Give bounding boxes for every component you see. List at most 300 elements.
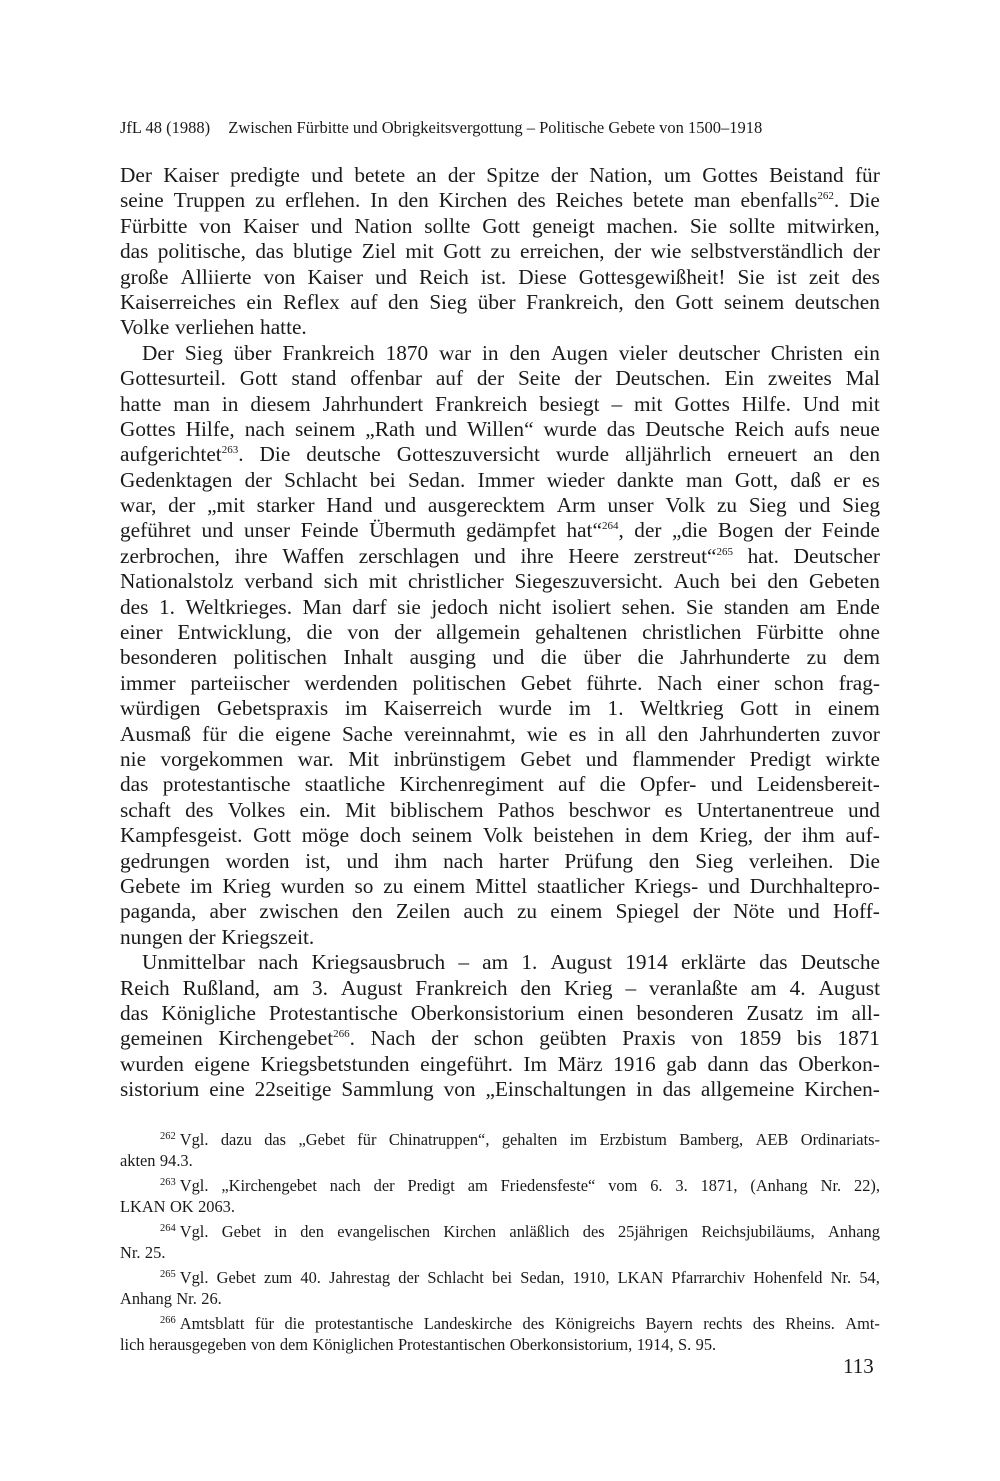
word: darf (352, 594, 387, 619)
word: – (611, 391, 623, 416)
word: zuvor (831, 721, 880, 746)
word: von (263, 264, 296, 289)
word: zum (263, 1268, 293, 1287)
word: Jahrhundert (322, 391, 424, 416)
word: „Rath (365, 416, 415, 441)
word: Prüfung (564, 848, 634, 873)
word: auch (463, 899, 504, 924)
word: Hilfe. (741, 391, 791, 416)
word: „Einschaltungen (485, 1077, 627, 1102)
word: Volke (120, 315, 170, 340)
word: im (816, 1000, 839, 1025)
text-line (120, 1313, 880, 1334)
word: Reich (120, 975, 170, 1000)
word: mitwirken, (786, 213, 880, 238)
word: am (482, 950, 509, 975)
word: und (708, 873, 740, 898)
word: in (221, 391, 239, 416)
word: Königliche (161, 1000, 256, 1025)
word: zerbrochen, (120, 543, 220, 568)
word: 54, (859, 1268, 880, 1287)
text-line (120, 1001, 880, 1026)
word: LKAN (617, 1268, 664, 1287)
word: am (799, 594, 826, 619)
word: Fürbitte (756, 620, 824, 645)
word: Deutsche (645, 416, 725, 441)
word: man (693, 188, 731, 213)
article-title: Zwischen Fürbitte und Obrigkeitsvergottung – Politische Gebete von 1500–1918 (228, 118, 763, 137)
word: Sieg (184, 340, 223, 365)
word: und (847, 797, 880, 822)
word: hat“$^{264}$, (566, 518, 624, 543)
word: christlicher (407, 569, 504, 594)
word: „die (672, 518, 708, 543)
text-line (120, 747, 880, 772)
word: ihm (801, 823, 835, 848)
word: Gott (239, 366, 278, 391)
word: $^{263}$ Vgl. (160, 1176, 209, 1195)
word: „Kirchengebet (221, 1176, 317, 1195)
word: der (613, 239, 642, 264)
word: Deutsche (800, 950, 880, 975)
word: Bayern (645, 1314, 693, 1333)
word: des (752, 1314, 775, 1333)
word: Frankreich, (526, 289, 624, 314)
word: $^{264}$ Vgl. (160, 1222, 209, 1241)
word: all- (851, 1000, 880, 1025)
word: auf (350, 289, 378, 314)
word: auf- (845, 823, 880, 848)
word: und (798, 493, 831, 518)
word: schaft (120, 797, 171, 822)
word: 1859 (738, 1026, 782, 1051)
word: Nach (370, 1026, 416, 1051)
word: das (606, 416, 636, 441)
word: den (351, 899, 383, 924)
word: Die (849, 848, 880, 873)
word: in (274, 1222, 287, 1241)
word: ebenfalls$^{262}$. (740, 188, 840, 213)
word: allgemeine (700, 1077, 795, 1102)
word: Sache (341, 721, 393, 746)
word: frag- (838, 670, 880, 695)
word: deutscher (678, 340, 760, 365)
word: Diese (518, 264, 567, 289)
word: 1. (607, 696, 624, 721)
word: nach (329, 1176, 361, 1195)
word: verliehen (175, 315, 255, 340)
word: seinem (723, 289, 785, 314)
word: politischen (233, 645, 327, 670)
text-line (120, 493, 880, 518)
word: an (813, 442, 834, 467)
paragraph (120, 341, 880, 950)
word: protestantische (314, 1314, 414, 1333)
body-text (120, 163, 880, 1102)
word: Gott (675, 289, 714, 314)
word: im (568, 696, 591, 721)
word: diesem (250, 391, 311, 416)
word: ist. (480, 264, 507, 289)
word: das (120, 772, 149, 797)
word: den (397, 188, 429, 213)
word: mit (368, 569, 398, 594)
word: seinem (411, 823, 473, 848)
word: zeit (808, 264, 840, 289)
word: Krieg (564, 975, 613, 1000)
word: 4. (789, 975, 806, 1000)
text-line (120, 1196, 880, 1217)
word: Auch (673, 569, 720, 594)
word: den (849, 442, 880, 467)
word: Durchhaltepro- (749, 873, 880, 898)
text-line (120, 722, 880, 747)
word: wurden (120, 1051, 184, 1076)
word: bei (492, 1268, 513, 1287)
word: der (476, 366, 505, 391)
word: sollte (728, 213, 776, 238)
word: die (306, 620, 333, 645)
text-line (120, 849, 880, 874)
word: beschwor (568, 797, 651, 822)
word: zu (716, 493, 738, 518)
word: Nach (657, 670, 703, 695)
word: eigene (275, 721, 331, 746)
word: Mit (348, 746, 379, 771)
word: Die (259, 442, 291, 467)
word: Spitze (486, 163, 540, 187)
text-line (120, 417, 880, 442)
word: Reflex (282, 289, 340, 314)
word: Kaiser (243, 213, 299, 238)
word: wirkte (825, 746, 880, 771)
word: predigte (230, 163, 300, 187)
word: Krieg (222, 873, 271, 898)
footnote (120, 1175, 880, 1217)
word: am (467, 1176, 488, 1195)
text-line (120, 1288, 880, 1309)
word: wurde (555, 442, 610, 467)
word: man (173, 391, 210, 416)
word: $^{266}$ Amtsblatt (160, 1314, 245, 1333)
word: Bamberg, (679, 1130, 744, 1149)
word: der (244, 467, 272, 492)
word: Königreichs (554, 1314, 635, 1333)
word: die (238, 721, 265, 746)
text-line (120, 645, 880, 670)
word: in (636, 1077, 653, 1102)
word: Volk (665, 493, 706, 518)
footnote-ref: 266 (333, 1028, 350, 1041)
word: besonderen (120, 645, 217, 670)
word: das (255, 239, 284, 264)
text-line (120, 315, 880, 340)
text-line (120, 925, 880, 950)
word: im (569, 1130, 588, 1149)
word: harter (499, 848, 549, 873)
word: in (481, 340, 499, 365)
word: Ein (724, 366, 755, 391)
word: in (624, 823, 642, 848)
word: Ende (836, 594, 880, 619)
word: starker (256, 493, 315, 518)
word: 94.3. (159, 1151, 193, 1170)
word: wurde (498, 696, 552, 721)
word: Gott (740, 696, 779, 721)
word: Gebet (221, 1222, 261, 1241)
word: Sedan, (520, 1268, 565, 1287)
word: Reich (734, 416, 785, 441)
word: Inhalt (343, 645, 394, 670)
word: Sammlung (341, 1077, 434, 1102)
text-line (120, 569, 880, 594)
footnote-number: 266 (160, 1315, 176, 1326)
word: von (250, 1335, 276, 1354)
word: 1871 (837, 1026, 880, 1051)
word: Kaiser (307, 264, 364, 289)
text-line (120, 214, 880, 239)
word: Bogen (718, 518, 774, 543)
word: allgemein (436, 620, 521, 645)
word: schon (473, 1026, 524, 1051)
word: der (763, 823, 791, 848)
word: Opfer- (639, 772, 697, 797)
text-line (120, 1267, 880, 1288)
word: Zeilen (395, 899, 451, 924)
word: nach (244, 416, 285, 441)
word: jedoch (431, 594, 489, 619)
footnote-ref: 262 (817, 190, 834, 203)
word: für (254, 1314, 274, 1333)
word: Ziel (361, 239, 396, 264)
word: akten (120, 1151, 156, 1170)
word: Sie (737, 264, 765, 289)
word: Frankreich (415, 975, 508, 1000)
word: zweites (767, 366, 832, 391)
word: 1916 (613, 1051, 656, 1076)
word: erflehen. (285, 188, 361, 213)
word: die (637, 645, 664, 670)
word: Protestantischen (397, 1335, 506, 1354)
word: es (664, 797, 683, 822)
word: über (583, 645, 622, 670)
word: Entwicklung, (177, 620, 292, 645)
text-line (120, 899, 880, 924)
word: Kaiser (163, 163, 219, 187)
word: – (458, 950, 469, 975)
word: Gebete (120, 873, 181, 898)
word: inbrünstigem (393, 746, 506, 771)
word: daß (790, 467, 822, 492)
word: protestantische (162, 772, 291, 797)
text-line (120, 366, 880, 391)
word: der (852, 239, 880, 264)
word: August (818, 975, 880, 1000)
word: Nöte (733, 899, 775, 924)
footnote-ref: 263 (221, 444, 239, 457)
word: seinem (294, 416, 356, 441)
word: das (120, 1000, 149, 1025)
word: ihre (234, 543, 268, 568)
word: und (473, 543, 506, 568)
word: Schlacht (427, 1268, 484, 1287)
word: betete (354, 163, 406, 187)
word: über (233, 340, 272, 365)
footnotes (120, 1129, 880, 1359)
word: Reiches (555, 188, 624, 213)
word: anläßlich (509, 1222, 570, 1241)
text-line (120, 1175, 880, 1196)
footnote (120, 1221, 880, 1263)
word: des (851, 264, 880, 289)
word: am (273, 975, 300, 1000)
word: Sieg (695, 848, 734, 873)
word: bis (796, 1026, 822, 1051)
word: Beistand (769, 163, 844, 187)
word: das (120, 239, 149, 264)
word: die (540, 645, 567, 670)
word: geführet (120, 518, 191, 543)
word: vorgekommen (160, 746, 284, 771)
word: mit (634, 391, 663, 416)
word: einer (716, 670, 760, 695)
word: und (787, 899, 820, 924)
footnote (120, 1129, 880, 1171)
paragraph (120, 950, 880, 1102)
word: vieler (618, 340, 668, 365)
word: Rußland, (182, 975, 261, 1000)
word: wieder (546, 467, 605, 492)
word: Sedan. (408, 467, 466, 492)
word: verleihen. (748, 848, 834, 873)
word: ist (776, 264, 797, 289)
word: einen (577, 1000, 624, 1025)
word: gedämpfet (466, 518, 556, 543)
word: unser (607, 493, 654, 518)
word: Nation, (589, 163, 653, 187)
word: Der (142, 340, 174, 365)
footnote-ref: 264 (601, 520, 619, 533)
word: Jahrestag (329, 1268, 391, 1287)
word: Gottes (674, 391, 730, 416)
word: neue (839, 416, 880, 441)
word: 1910, (572, 1268, 610, 1287)
word: gab (666, 1051, 697, 1076)
word: Hoff- (832, 899, 880, 924)
word: Kriegs- (634, 873, 699, 898)
word: des (517, 188, 546, 213)
word: auf (558, 772, 586, 797)
word: verband (244, 569, 313, 594)
word: doch (359, 823, 402, 848)
word: zu (383, 873, 404, 898)
word: ein. (299, 797, 331, 822)
word: wie (650, 239, 682, 264)
word: über (477, 289, 516, 314)
word: Gott, (734, 467, 779, 492)
word: den (300, 1222, 324, 1241)
word: $^{262}$ Vgl. (160, 1130, 209, 1149)
word: dazu (220, 1130, 252, 1149)
word: im (344, 696, 368, 721)
word: Feinde (821, 518, 880, 543)
word: Kirchen- (804, 1077, 880, 1102)
word: Ausmaß (120, 721, 191, 746)
word: die (284, 1314, 305, 1333)
word: erneuert (727, 442, 798, 467)
word: 25jährigen (617, 1222, 689, 1241)
word: geneigt (531, 213, 595, 238)
word: „Gebet (298, 1130, 345, 1149)
word: politische, (157, 239, 246, 264)
word: im (190, 873, 213, 898)
word: – (625, 975, 637, 1000)
word: Kriegsbetstunden (260, 1051, 410, 1076)
word: Der (120, 163, 152, 187)
word: es (568, 721, 587, 746)
word: ihre (520, 543, 554, 568)
text-line (120, 341, 880, 366)
word: und (492, 645, 525, 670)
word: Gottes (120, 416, 176, 441)
word: (Anhang (750, 1176, 808, 1195)
word: Man (302, 594, 342, 619)
word: offenbar (350, 366, 422, 391)
word: betete (633, 188, 684, 213)
text-line (120, 1077, 880, 1102)
word: Kaiserreich (383, 696, 483, 721)
word: war, (120, 493, 157, 518)
text-line (120, 239, 880, 264)
word: Kriegszeit. (221, 924, 315, 949)
word: August (340, 975, 403, 1000)
word: Waffen (282, 543, 345, 568)
footnote-number: 263 (160, 1177, 176, 1188)
word: Kaiserreiches (120, 289, 236, 314)
word: deutsche (306, 442, 381, 467)
word: flammender (632, 746, 736, 771)
word: Gedenktagen (120, 467, 233, 492)
word: Oberkonsistorium, (509, 1335, 633, 1354)
word: das (759, 950, 788, 975)
word: die (599, 772, 626, 797)
word: Mal (845, 366, 880, 391)
word: Protestantische (268, 1000, 398, 1025)
word: Erzbistum (599, 1130, 667, 1149)
footnote-number: 264 (160, 1223, 176, 1234)
word: der (447, 163, 476, 187)
word: Kirchen (438, 188, 508, 213)
word: biblischem (390, 797, 484, 822)
word: hatte. (260, 315, 307, 340)
word: würdigen (120, 696, 201, 721)
word: ist, (305, 848, 331, 873)
word: paganda, (120, 899, 197, 924)
word: christlichen (642, 620, 742, 645)
word: gedrungen (120, 848, 210, 873)
word: parteiischer (190, 670, 290, 695)
word: wie (526, 721, 558, 746)
word: Kriegsausbruch (311, 950, 446, 975)
word: Nr. (120, 1243, 141, 1262)
word: Gebeten (808, 569, 880, 594)
word: Predigt (407, 1176, 455, 1195)
word: Hilfe, (185, 416, 235, 441)
word: Alliierte (180, 264, 252, 289)
word: 40. (300, 1268, 321, 1287)
word: Im (523, 1051, 548, 1076)
word: Chinatruppen“, (388, 1130, 490, 1149)
